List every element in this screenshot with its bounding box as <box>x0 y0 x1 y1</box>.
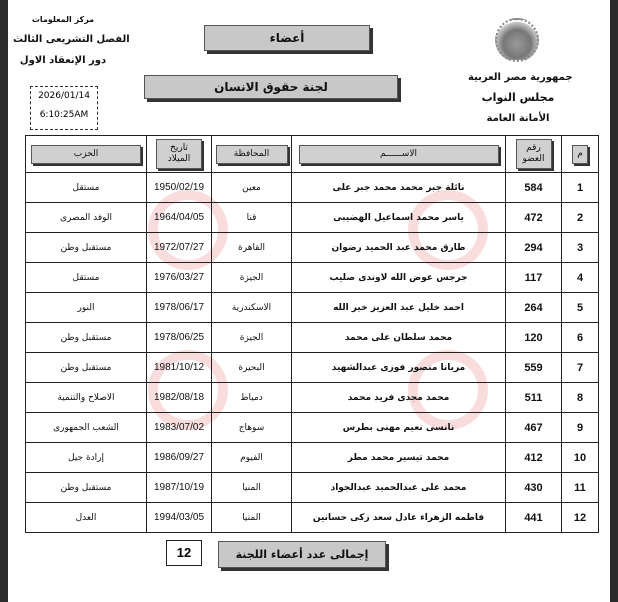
committee-title: لجنة حقوق الانسان <box>144 75 398 99</box>
party: الاصلاح والتنمية <box>26 383 147 413</box>
row-index: 8 <box>562 383 599 413</box>
table-row <box>26 263 599 293</box>
member-name: فاطمه الزهراء عادل سعد زكى حسانين <box>292 503 506 533</box>
table-row <box>26 203 599 233</box>
column-header-governorate: المحافظة <box>216 145 288 164</box>
row-index: 7 <box>562 353 599 383</box>
member-name: نانسى نعيم مهنى بطرس <box>292 413 506 443</box>
table-row <box>26 413 599 443</box>
session-label: دور الإنعقاد الاول <box>19 55 107 66</box>
row-index: 5 <box>562 293 599 323</box>
governorate: المنيا <box>212 503 292 533</box>
governorate: الجيزة <box>212 263 292 293</box>
document-page <box>8 0 610 602</box>
governorate: الفيوم <box>212 443 292 473</box>
governorate: القاهرة <box>212 233 292 263</box>
member-number: 559 <box>506 353 562 383</box>
member-name: مريانا منصور فوزى عبدالشهيد <box>292 353 506 383</box>
page-title: أعضاء <box>204 25 370 51</box>
birth-date: 1972/07/27 <box>147 233 212 263</box>
party: مستقبل وطن <box>26 353 147 383</box>
governorate: الجيزة <box>212 323 292 353</box>
member-name: احمد خليل عبد العزيز خير الله <box>292 293 506 323</box>
member-name: طارق محمد عبد الحميد رضوان <box>292 233 506 263</box>
member-name: محمد تيسير محمد مطر <box>292 443 506 473</box>
table-row <box>26 233 599 263</box>
parliament-label: مجلس النواب <box>481 91 555 104</box>
governorate: الاسكندرية <box>212 293 292 323</box>
member-number: 412 <box>506 443 562 473</box>
member-number: 117 <box>506 263 562 293</box>
print-time: 6:10:25AM <box>39 110 89 120</box>
birth-date: 1981/10/12 <box>147 353 212 383</box>
row-index: 3 <box>562 233 599 263</box>
total-members-value: 12 <box>166 540 202 566</box>
secretariat-label: الأمانة العامة <box>486 113 550 124</box>
birth-date: 1976/03/27 <box>147 263 212 293</box>
governorate: المنيا <box>212 473 292 503</box>
member-number: 441 <box>506 503 562 533</box>
party: مستقبل وطن <box>26 233 147 263</box>
birth-date: 1987/10/19 <box>147 473 212 503</box>
party: الشعب الجمهورى <box>26 413 147 443</box>
member-number: 430 <box>506 473 562 503</box>
birth-date: 1964/04/05 <box>147 203 212 233</box>
governorate: قنا <box>212 203 292 233</box>
member-number: 264 <box>506 293 562 323</box>
row-index: 11 <box>562 473 599 503</box>
table-row <box>26 503 599 533</box>
column-header-member-no: رقم العضو <box>516 139 552 169</box>
birth-date: 1983/07/02 <box>147 413 212 443</box>
row-index: 1 <box>562 173 599 203</box>
legislative-term-label: الفصل التشريعى الثالث <box>13 34 130 45</box>
table-row <box>26 443 599 473</box>
row-index: 4 <box>562 263 599 293</box>
members-table <box>25 135 599 533</box>
member-number: 467 <box>506 413 562 443</box>
governorate: معين <box>212 173 292 203</box>
member-name: نائلة جبر محمد محمد جبر على <box>292 173 506 203</box>
birth-date: 1978/06/25 <box>147 323 212 353</box>
member-name: ياسر محمد اسماعيل الهضيبى <box>292 203 506 233</box>
party: مستقبل وطن <box>26 473 147 503</box>
birth-date: 1950/02/19 <box>147 173 212 203</box>
row-index: 12 <box>562 503 599 533</box>
birth-date: 1978/06/17 <box>147 293 212 323</box>
birth-date: 1986/09/27 <box>147 443 212 473</box>
member-number: 120 <box>506 323 562 353</box>
table-row <box>26 383 599 413</box>
member-name: محمد سلطان على محمد <box>292 323 506 353</box>
column-header-birth-date: تاريخ الميلاد <box>156 139 202 169</box>
row-index: 10 <box>562 443 599 473</box>
member-number: 584 <box>506 173 562 203</box>
column-header-name: الاســــــم <box>299 145 499 164</box>
birth-date: 1982/08/18 <box>147 383 212 413</box>
member-name: محمد مجدى فريد محمد <box>292 383 506 413</box>
total-members-label: إجمالى عدد أعضاء اللجنة <box>218 541 386 568</box>
member-number: 294 <box>506 233 562 263</box>
parliament-logo-icon <box>495 18 539 62</box>
party: مستقبل وطن <box>26 323 147 353</box>
row-index: 2 <box>562 203 599 233</box>
table-row <box>26 323 599 353</box>
table-header-row <box>26 136 599 173</box>
row-index: 9 <box>562 413 599 443</box>
member-number: 472 <box>506 203 562 233</box>
party: مستقل <box>26 263 147 293</box>
table-row <box>26 293 599 323</box>
table-row <box>26 173 599 203</box>
member-number: 511 <box>506 383 562 413</box>
print-date: 2026/01/14 <box>38 91 90 101</box>
party: العدل <box>26 503 147 533</box>
party: النور <box>26 293 147 323</box>
governorate: البحيرة <box>212 353 292 383</box>
table-row <box>26 353 599 383</box>
governorate: دمياط <box>212 383 292 413</box>
print-timestamp <box>30 86 98 130</box>
info-center-label: مركز المعلومات <box>31 15 95 24</box>
column-header-party: الحزب <box>31 145 141 164</box>
member-name: محمد على عبدالحميد عبدالجواد <box>292 473 506 503</box>
table-row <box>26 473 599 503</box>
country-label: جمهورية مصر العربية <box>468 72 573 83</box>
column-header-index: م <box>572 145 588 164</box>
party: الوفد المصرى <box>26 203 147 233</box>
row-index: 6 <box>562 323 599 353</box>
party: إرادة جيل <box>26 443 147 473</box>
governorate: سوهاج <box>212 413 292 443</box>
member-name: جرجس عوض الله لاوندى صليب <box>292 263 506 293</box>
party: مستقل <box>26 173 147 203</box>
birth-date: 1994/03/05 <box>147 503 212 533</box>
